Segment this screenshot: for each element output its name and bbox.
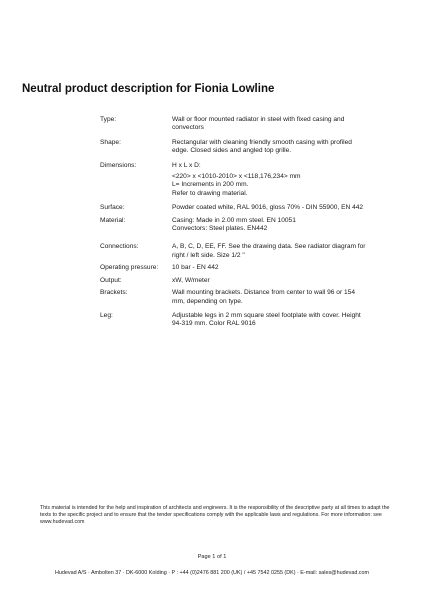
spec-value-line: Adjustable legs in 2 mm square steel footplate with cover. Height [172, 311, 361, 319]
spec-row [100, 243, 408, 260]
spec-row [100, 277, 408, 285]
spec-value [172, 277, 408, 285]
spec-label: Material: [100, 216, 126, 224]
spec-value [172, 116, 408, 133]
spec-value-line: H x L x D: [172, 161, 201, 169]
spec-table [100, 116, 408, 329]
spec-row [100, 217, 408, 234]
spec-value-line: Rectangular with cleaning friendly smooth casing with profiled [172, 138, 352, 146]
spec-row [100, 116, 408, 133]
spec-label: Output: [100, 276, 122, 284]
spec-row [100, 312, 408, 329]
company-contact-footer: Hudevad A/S · Ambolten 37 · DK-6000 Kolding · P : +44 (0)2476 881 200 (UK) / +45 7542 0255 (DK) · E-mail: sales@hudevad.com [54, 570, 369, 576]
spec-value [172, 243, 408, 260]
spec-row [100, 162, 408, 170]
spec-label [100, 173, 172, 198]
spec-value [172, 139, 408, 156]
page-number: Page 1 of 1 [197, 554, 227, 560]
disclaimer-footnote: This material is intended for the help and inspiration of architects and engineers. It is the responsibility of the descriptive party at all times to adapt the texts to the specific project and to ensure that the tender specifications comply with the applicable laws and regulations. For more information: see www.hudevad.com [40, 505, 390, 525]
spec-label: Shape: [100, 138, 121, 146]
spec-value [172, 217, 408, 234]
spec-label: Leg: [100, 311, 113, 319]
spec-value-line: edge. Closed sides and angled top grille. [172, 147, 292, 155]
spec-value-line: Powder coated white, RAL 9016, gloss 70% - DIN 55900, EN 442 [172, 204, 364, 212]
spec-value-line: Wall mounting brackets. Distance from center to wall 96 or 154 [172, 289, 355, 297]
spec-value-line: convectors [172, 124, 204, 132]
spec-value-line: right / left side. Size 1/2 " [172, 251, 245, 259]
spec-value-line: Convectors: Steel plates. EN442 [172, 225, 268, 233]
spec-value [172, 204, 408, 212]
spec-label: Surface: [100, 204, 125, 212]
spec-value [172, 289, 408, 306]
spec-value-line: 10 bar - EN 442 [172, 264, 219, 272]
spec-row [100, 139, 408, 156]
spec-label: Brackets: [100, 289, 128, 297]
spec-row [100, 173, 408, 198]
document-title: Neutral product description for Fionia Lowline [22, 83, 275, 95]
spec-value [172, 312, 408, 329]
spec-value-line: xW, W/meter [172, 276, 210, 284]
spec-value-line: Casing: Made in 2.00 mm steel. EN 10051 [172, 216, 296, 224]
spec-value-line: Wall or floor mounted radiator in steel with fixed casing and [172, 116, 345, 123]
spec-value-line: mm, depending on type. [172, 297, 243, 305]
spec-value-line: <220> x <1010-2010> x <118,176,234> mm [172, 173, 301, 181]
spec-row [100, 289, 408, 306]
spec-value-line: 94-319 mm. Color RAL 9016 [172, 320, 256, 328]
spec-value [172, 162, 408, 170]
spec-value-line: L= Increments in 200 mm. [172, 181, 249, 189]
spec-value-line: Refer to drawing material. [172, 189, 248, 197]
spec-value-line: A, B, C, D, EE, FF. See the drawing data. See radiator diagram for [172, 243, 366, 251]
spec-row [100, 204, 408, 212]
spec-value [172, 173, 408, 198]
spec-label: Type: [100, 116, 117, 123]
spec-label: Operating pressure: [100, 264, 159, 272]
spec-label: Connections: [100, 243, 139, 251]
spec-value [172, 264, 408, 272]
spec-row [100, 264, 408, 272]
spec-label: Dimensions: [100, 161, 137, 169]
